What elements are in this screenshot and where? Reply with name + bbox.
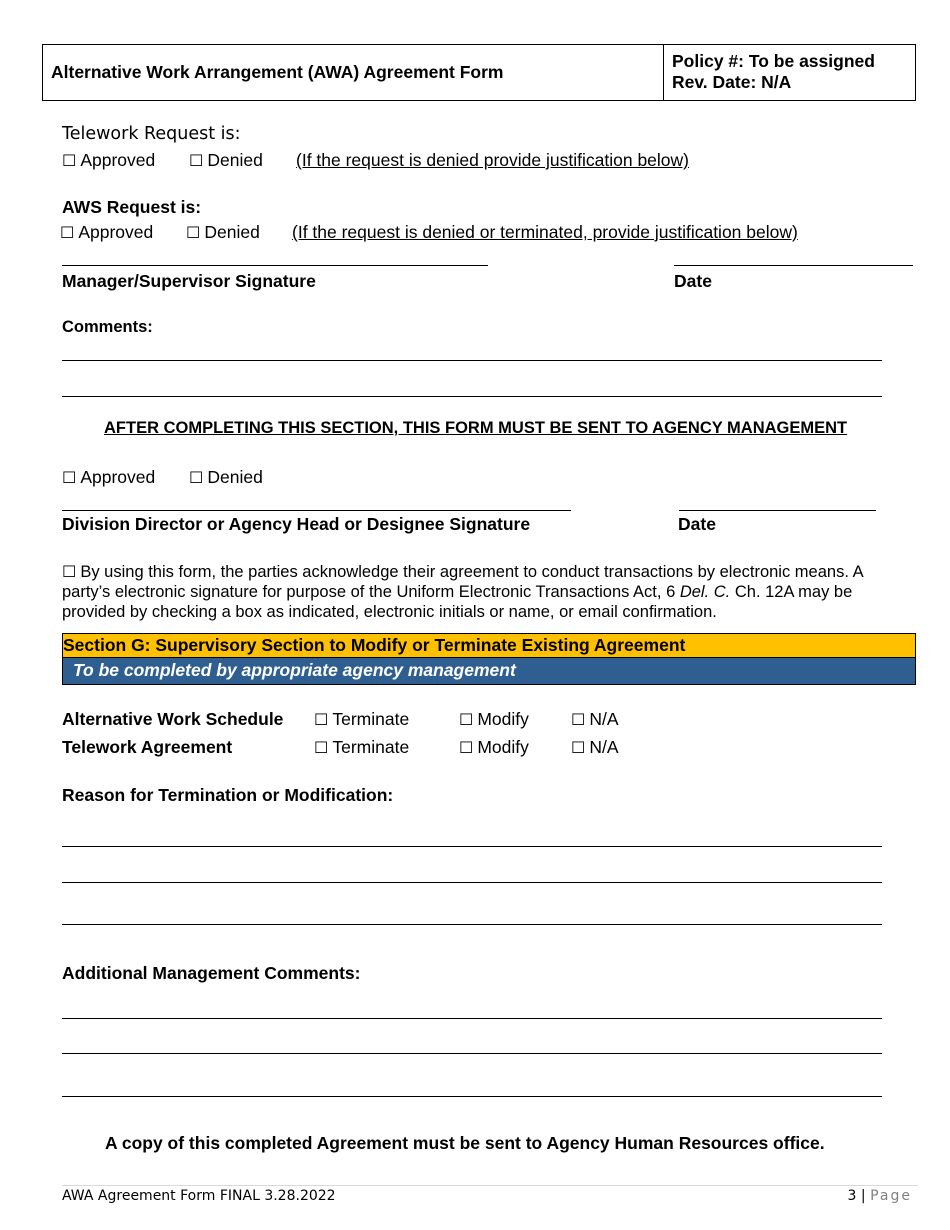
telework-na-option [571, 737, 619, 758]
aws-row-label: Alternative Work Schedule [62, 709, 284, 729]
director-signature-line[interactable] [62, 510, 571, 511]
manager-signature-line[interactable] [62, 265, 488, 266]
aws-approved-checkbox[interactable]: ☐ Approved [60, 222, 154, 242]
telework-row-label: Telework Agreement [62, 737, 233, 757]
manager-date-label: Date [674, 271, 712, 291]
aws-denied-checkbox[interactable]: ☐ Denied [186, 222, 260, 242]
aws-modify-checkbox[interactable]: ☐ Modify [459, 709, 529, 729]
electronic-signature-acknowledgement: ☐ By using this form, the parties acknowledge their agreement to conduct transactions by electronic means. A party’s electronic signature for purpose of the Uniform Electronic Transactions Act, 6 Del. C. Ch. 12A may be provided by checking a box as indicated, electronic initials or name, or email confirmation. [62, 562, 863, 621]
checkbox-icon: ☐ [62, 151, 77, 170]
additional-comments-line[interactable] [62, 1053, 882, 1054]
checkbox-icon: ☐ [314, 738, 329, 757]
telework-approved-checkbox[interactable]: ☐ Approved [62, 150, 156, 170]
form-header [42, 44, 916, 101]
checkbox-icon: ☐ [314, 710, 329, 729]
section-g-subtitle: To be completed by appropriate agency management [62, 658, 916, 685]
aws-denied-option [186, 222, 260, 243]
manager-signature-label: Manager/Supervisor Signature [62, 271, 316, 291]
checkbox-icon: ☐ [186, 223, 201, 242]
checkbox-icon: ☐ [189, 151, 204, 170]
telework-modify-checkbox[interactable]: ☐ Modify [459, 737, 529, 757]
director-date-label: Date [678, 514, 716, 534]
checkbox-icon: ☐ [571, 710, 586, 729]
revision-date: Rev. Date: N/A [672, 72, 792, 92]
telework-terminate-checkbox[interactable]: ☐ Terminate [314, 737, 410, 757]
reason-line[interactable] [62, 846, 882, 847]
reason-line[interactable] [62, 924, 882, 925]
section-g-title: Section G: Supervisory Section to Modify or Terminate Existing Agreement [62, 633, 916, 658]
footer-document-name: AWA Agreement Form FINAL 3.28.2022 [62, 1188, 336, 1204]
telework-denied-checkbox[interactable]: ☐ Denied [189, 150, 263, 170]
aws-request-label: AWS Request is: [62, 197, 202, 217]
policy-info [664, 45, 915, 100]
aws-terminate-checkbox[interactable]: ☐ Terminate [314, 709, 410, 729]
telework-denied-option [189, 150, 263, 171]
agency-management-notice: AFTER COMPLETING THIS SECTION, THIS FORM MUST BE SENT TO AGENCY MANAGEMENT [104, 419, 848, 437]
aws-terminate-option [314, 709, 409, 730]
comments-label: Comments: [62, 318, 153, 336]
telework-na-checkbox[interactable]: ☐ N/A [571, 737, 619, 757]
comments-line[interactable] [62, 396, 882, 397]
policy-number: Policy #: To be assigned [672, 51, 875, 71]
additional-comments-line[interactable] [62, 1018, 882, 1019]
additional-comments-label: Additional Management Comments: [62, 963, 361, 983]
aws-approved-option [60, 222, 153, 243]
reason-line[interactable] [62, 882, 882, 883]
checkbox-icon: ☐ [60, 223, 75, 242]
checkbox-icon: ☐ [459, 710, 474, 729]
checkbox-icon: ☐ [62, 468, 77, 487]
electronic-ack-checkbox[interactable] [62, 563, 80, 581]
aws-na-option [571, 709, 619, 730]
footer-page-number: 3 | Page [847, 1188, 912, 1204]
checkbox-icon: ☐ [459, 738, 474, 757]
hr-copy-notice: A copy of this completed Agreement must be sent to Agency Human Resources office. [105, 1133, 825, 1153]
aws-na-checkbox[interactable]: ☐ N/A [571, 709, 619, 729]
director-approved-option [62, 467, 155, 488]
telework-justification-note: (If the request is denied provide justification below) [296, 150, 689, 170]
aws-modify-option [459, 709, 529, 730]
director-date-line[interactable] [679, 510, 876, 511]
additional-comments-line[interactable] [62, 1096, 882, 1097]
director-denied-option [189, 467, 263, 488]
manager-date-line[interactable] [674, 265, 913, 266]
telework-terminate-option [314, 737, 409, 758]
aws-justification-note: (If the request is denied or terminated, provide justification below) [292, 222, 798, 242]
reason-label: Reason for Termination or Modification: [62, 785, 394, 805]
footer-divider [62, 1185, 918, 1186]
director-denied-checkbox[interactable]: ☐ Denied [189, 467, 263, 487]
director-approved-checkbox[interactable]: ☐ Approved [62, 467, 156, 487]
telework-request-options [62, 150, 155, 171]
comments-line[interactable] [62, 360, 882, 361]
director-signature-label: Division Director or Agency Head or Designee Signature [62, 514, 531, 534]
checkbox-icon: ☐ [189, 468, 204, 487]
telework-request-label: Telework Request is: [62, 124, 241, 144]
form-title: Alternative Work Arrangement (AWA) Agreement Form [43, 45, 664, 100]
checkbox-icon: ☐ [571, 738, 586, 757]
telework-modify-option [459, 737, 529, 758]
checkbox-icon: ☐ [62, 562, 77, 581]
